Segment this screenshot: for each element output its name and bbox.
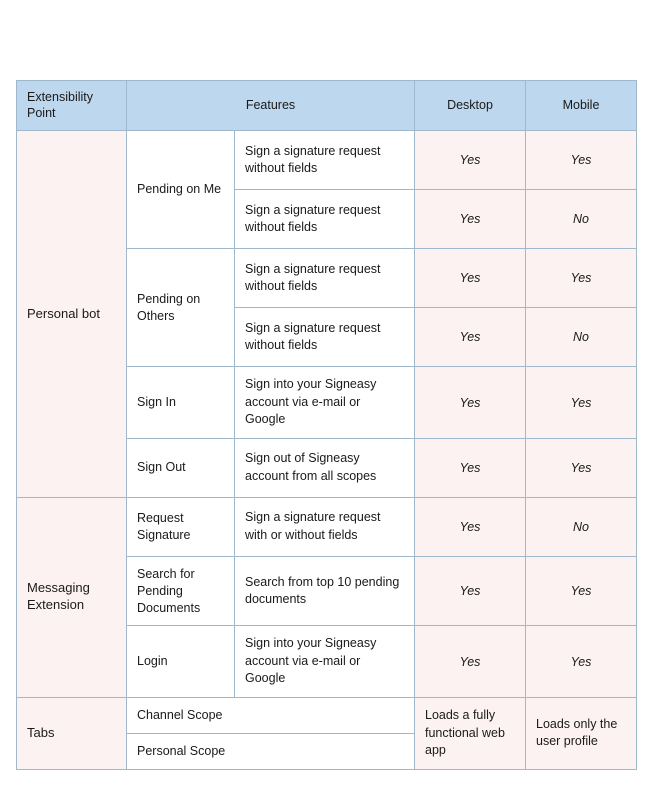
subgroup-cell: Request Signature: [127, 497, 235, 556]
mobile-value: Loads only the user profile: [526, 697, 637, 769]
header-desktop: Desktop: [415, 81, 526, 131]
mobile-value: Yes: [526, 626, 637, 698]
desktop-value: Yes: [415, 626, 526, 698]
mobile-value: Yes: [526, 131, 637, 190]
feature-cell: Sign a signature request without fields: [235, 190, 415, 249]
feature-cell: Sign a signature request with or without fields: [235, 497, 415, 556]
comparison-table-container: [16, 80, 636, 770]
extensibility-point-cell: Messaging Extension: [17, 497, 127, 697]
desktop-value: Yes: [415, 308, 526, 367]
table-row: [17, 697, 637, 733]
mobile-value: Yes: [526, 249, 637, 308]
feature-cell: Sign a signature request without fields: [235, 249, 415, 308]
desktop-value: Yes: [415, 438, 526, 497]
subgroup-cell: Channel Scope: [127, 697, 415, 733]
feature-cell: Sign a signature request without fields: [235, 131, 415, 190]
desktop-value: Loads a fully functional web app: [415, 697, 526, 769]
mobile-value: Yes: [526, 438, 637, 497]
mobile-value: No: [526, 497, 637, 556]
subgroup-cell: Search for Pending Documents: [127, 556, 235, 626]
desktop-value: Yes: [415, 367, 526, 439]
header-extensibility-point: Extensibility Point: [17, 81, 127, 131]
extensibility-point-cell: Personal bot: [17, 131, 127, 498]
table-header-row: [17, 81, 637, 131]
desktop-value: Yes: [415, 249, 526, 308]
feature-cell: Search from top 10 pending documents: [235, 556, 415, 626]
extensibility-point-cell: Tabs: [17, 697, 127, 769]
subgroup-cell: Personal Scope: [127, 733, 415, 769]
feature-cell: Sign a signature request without fields: [235, 308, 415, 367]
table-row: [17, 497, 637, 556]
header-features: Features: [127, 81, 415, 131]
desktop-value: Yes: [415, 131, 526, 190]
header-mobile: Mobile: [526, 81, 637, 131]
subgroup-cell: Pending on Me: [127, 131, 235, 249]
subgroup-cell: Pending on Others: [127, 249, 235, 367]
table-row: [17, 131, 637, 190]
feature-cell: Sign into your Signeasy account via e-mail or Google: [235, 626, 415, 698]
desktop-value: Yes: [415, 556, 526, 626]
desktop-value: Yes: [415, 190, 526, 249]
mobile-value: No: [526, 190, 637, 249]
extensibility-comparison-table: [16, 80, 637, 770]
mobile-value: No: [526, 308, 637, 367]
mobile-value: Yes: [526, 556, 637, 626]
subgroup-cell: Sign Out: [127, 438, 235, 497]
subgroup-cell: Login: [127, 626, 235, 698]
mobile-value: Yes: [526, 367, 637, 439]
desktop-value: Yes: [415, 497, 526, 556]
feature-cell: Sign into your Signeasy account via e-mail or Google: [235, 367, 415, 439]
subgroup-cell: Sign In: [127, 367, 235, 439]
feature-cell: Sign out of Signeasy account from all scopes: [235, 438, 415, 497]
